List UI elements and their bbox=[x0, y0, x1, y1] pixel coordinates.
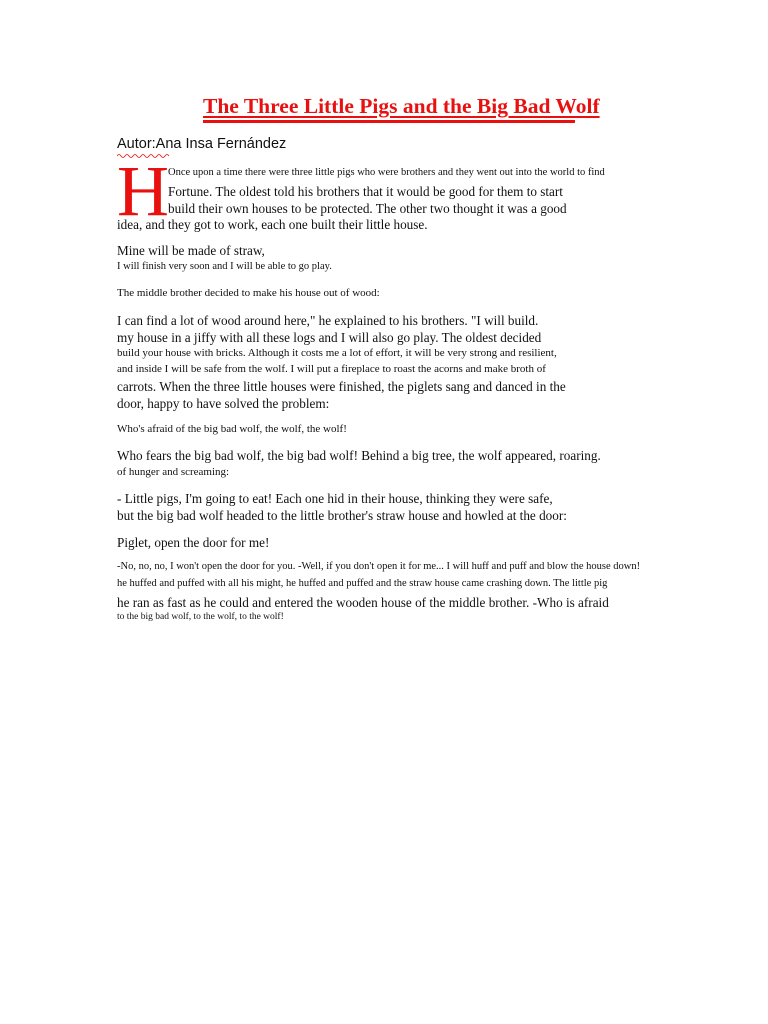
text-line: door, happy to have solved the problem: bbox=[117, 396, 330, 411]
text-line: he huffed and puffed with all his might, he huffed and puffed and the straw house came crashing down. The little pig bbox=[117, 578, 608, 589]
text-line: Who fears the big bad wolf, the big bad wolf! Behind a big tree, the wolf appeared, roaring. bbox=[117, 448, 601, 463]
text-line: I will finish very soon and I will be able to go play. bbox=[117, 261, 332, 272]
drop-cap: H bbox=[117, 151, 169, 231]
author-line: Autor:Ana Insa Fernández bbox=[117, 136, 287, 152]
text-line: -No, no, no, I won't open the door for you. -Well, if you don't open it for me... I will huff and puff and blow the house down! bbox=[117, 561, 641, 572]
text-line: carrots. When the three little houses were finished, the piglets sang and danced in the bbox=[117, 379, 566, 394]
text-line: Mine will be made of straw, bbox=[117, 243, 265, 258]
document-title: The Three Little Pigs and the Big Bad Wolf bbox=[203, 94, 600, 118]
text-line: my house in a jiffy with all these logs and I will also go play. The oldest decided bbox=[117, 330, 542, 345]
text-line: and inside I will be safe from the wolf. I will put a fireplace to roast the acorns and make broth of bbox=[117, 363, 546, 375]
text-line: idea, and they got to work, each one built their little house. bbox=[117, 217, 428, 232]
text-line: to the big bad wolf, to the wolf, to the wolf! bbox=[117, 612, 284, 622]
text-line: Once upon a time there were three little pigs who were brothers and they went out into the world to find bbox=[168, 167, 605, 178]
text-line: - Little pigs, I'm going to eat! Each one hid in their house, thinking they were safe, bbox=[117, 491, 553, 506]
text-line: build their own houses to be protected. The other two thought it was a good bbox=[168, 201, 567, 216]
text-line: of hunger and screaming: bbox=[117, 466, 230, 478]
text-line: Piglet, open the door for me! bbox=[117, 535, 270, 550]
text-line: but the big bad wolf headed to the little brother's straw house and howled at the door: bbox=[117, 508, 567, 523]
text-line: Who's afraid of the big bad wolf, the wolf, the wolf! bbox=[117, 423, 347, 435]
text-line: build your house with bricks. Although it costs me a lot of effort, it will be very strong and resilient, bbox=[117, 347, 557, 359]
text-line: he ran as fast as he could and entered the wooden house of the middle brother. -Who is afraid bbox=[117, 595, 609, 610]
text-line: I can find a lot of wood around here," he explained to his brothers. "I will build. bbox=[117, 313, 539, 328]
title-underline bbox=[203, 120, 575, 123]
text-line: Fortune. The oldest told his brothers that it would be good for them to start bbox=[168, 184, 563, 199]
text-line: The middle brother decided to make his house out of wood: bbox=[117, 287, 380, 299]
